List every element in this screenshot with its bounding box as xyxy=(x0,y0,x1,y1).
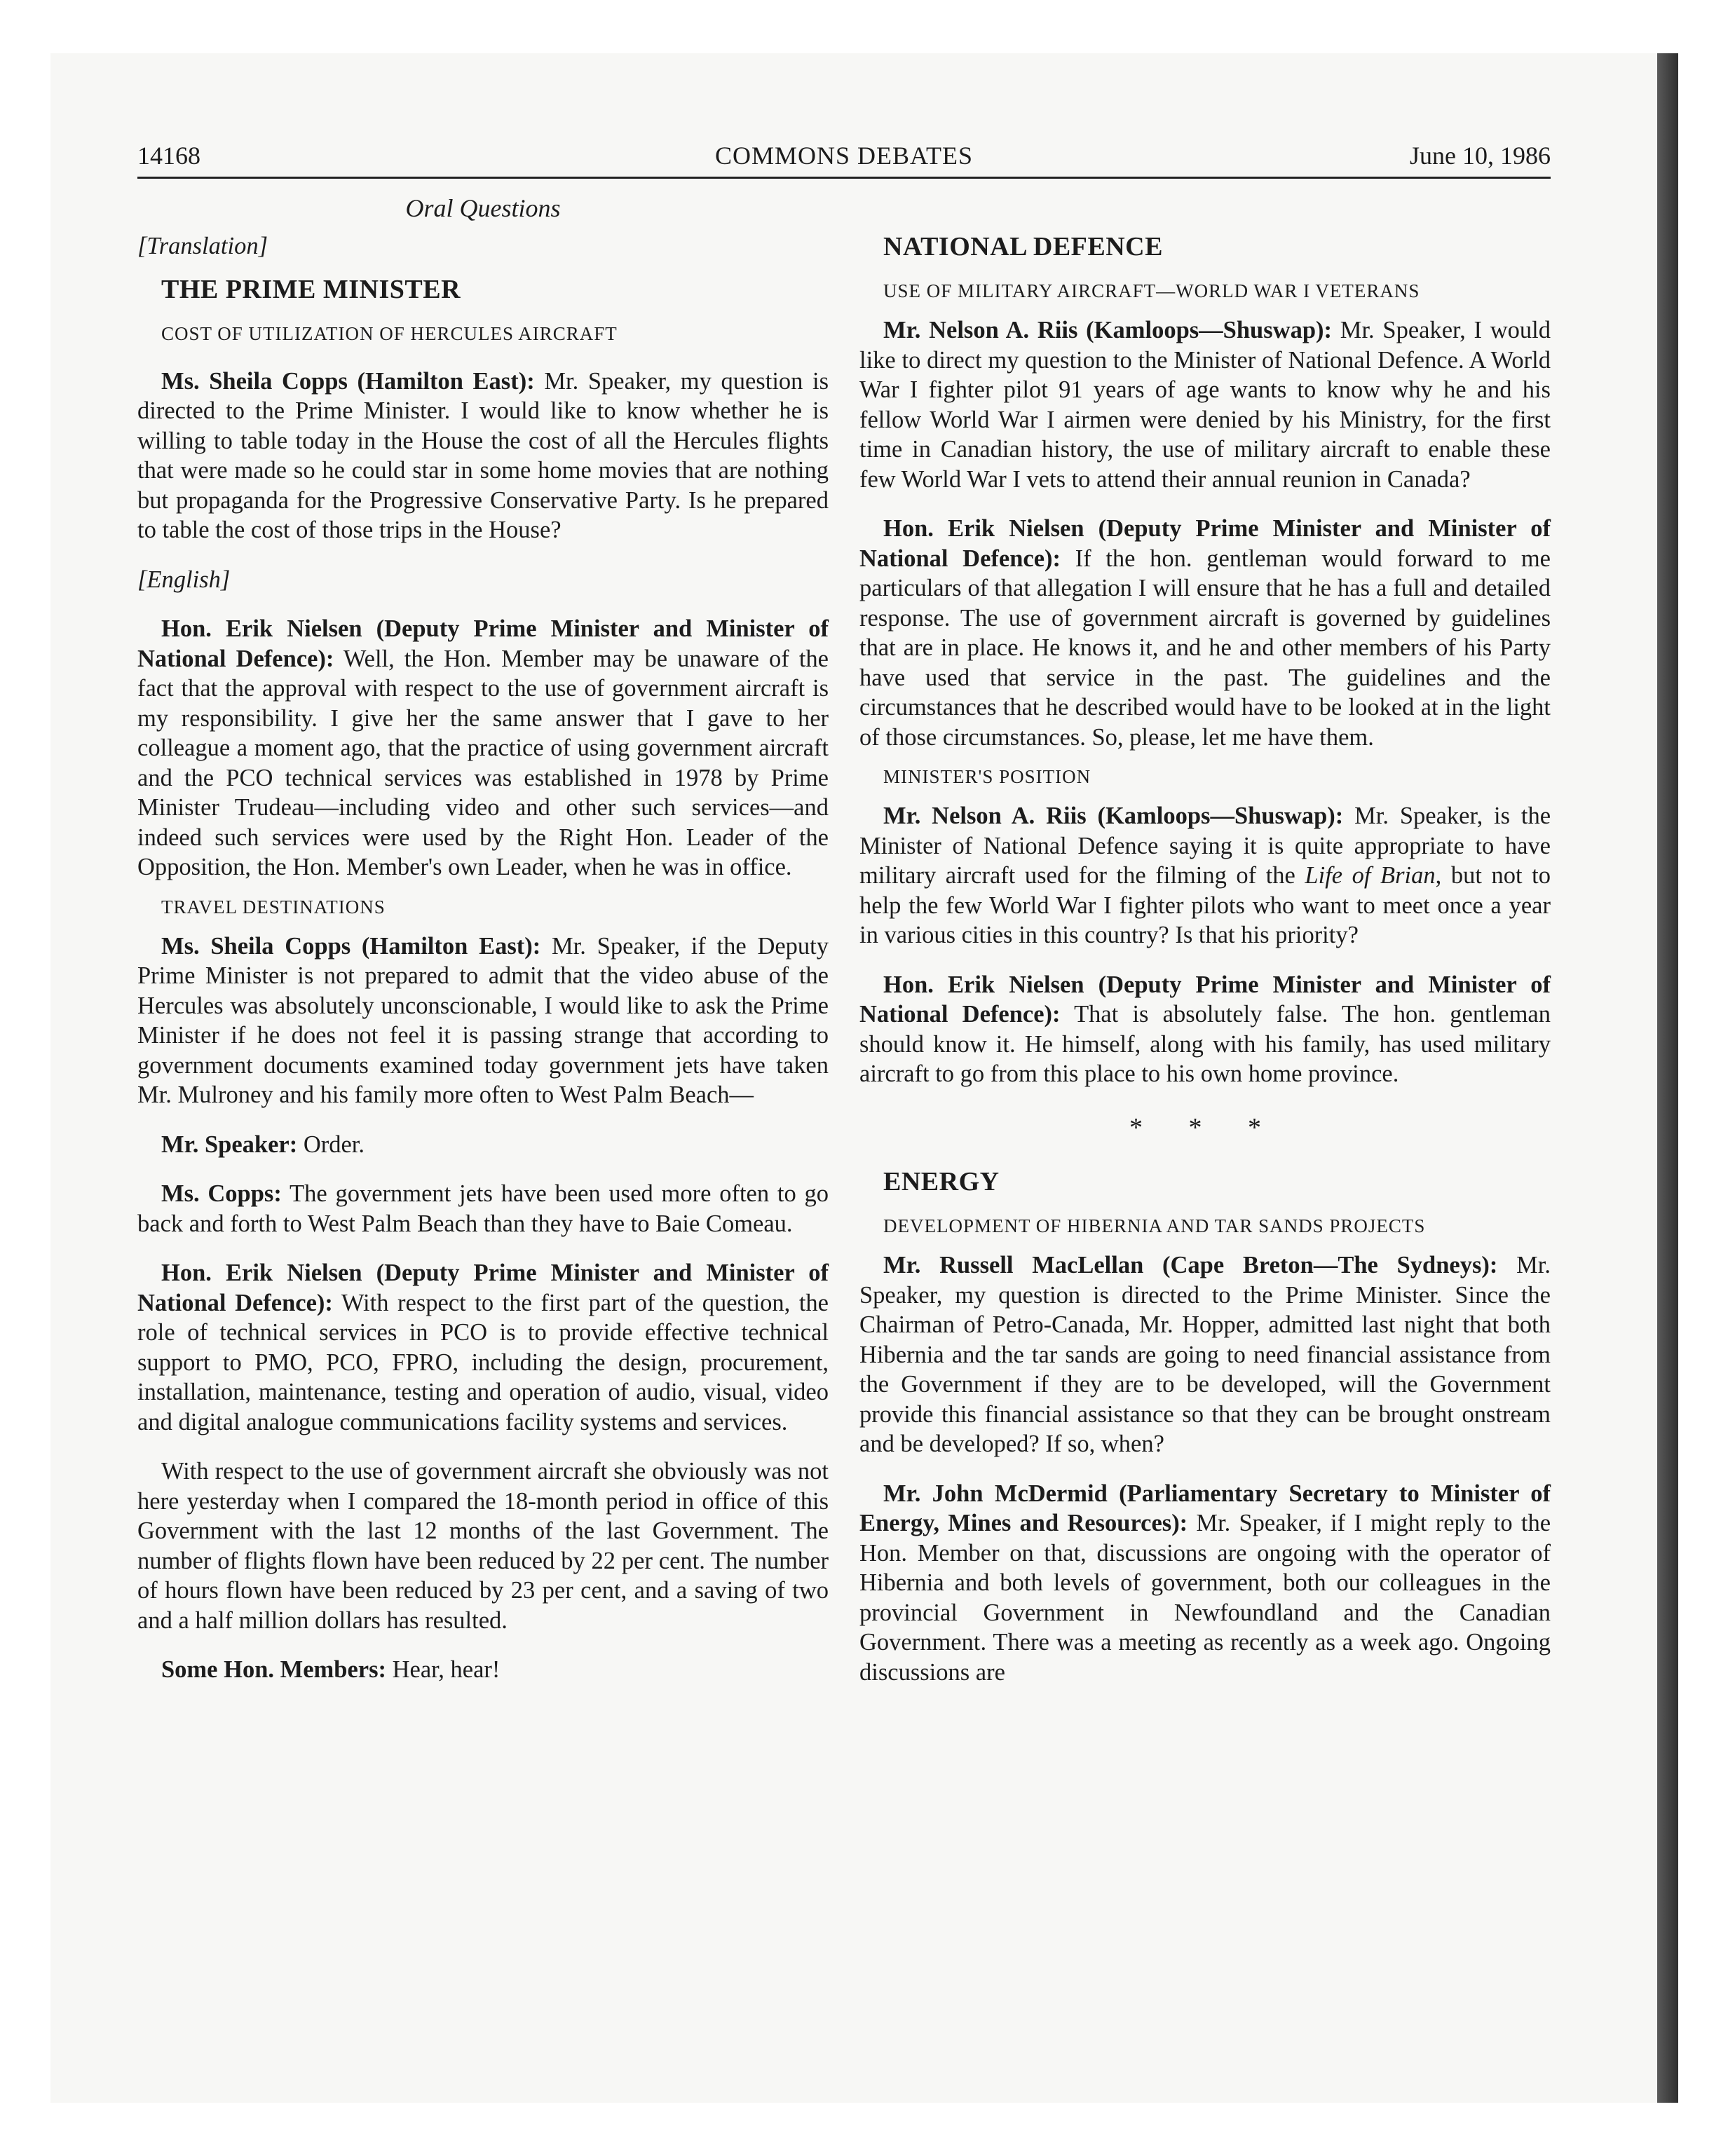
section-heading-prime-minister: THE PRIME MINISTER xyxy=(161,274,461,304)
speech-text: Mr. Speaker, my question is directed to the Prime Minister. Since the Chairman of Petro-Canada, Mr. Hopper, admitted last night that both Hibernia and the tar sands are going to need financial assistance from the Government if they are to be developed, will the Government provide this financial assistance so that they can be brought onstream and be developed? If so, when? xyxy=(859,1252,1551,1457)
speech-text: Hear, hear! xyxy=(392,1656,501,1683)
running-head: Oral Questions xyxy=(405,194,561,222)
speech-text: Mr. Speaker, my question is directed to the Prime Minister. I would like to know whether he is willing to table today in the House the cost of all the Hercules flights that were made so he could star in some home movies that are nothing but propaganda for the Progressive Conservative Party. Is he prepared to table the cost of those trips in the House? xyxy=(137,367,829,543)
subheading-travel-destinations: TRAVEL DESTINATIONS xyxy=(161,896,386,917)
speech-paragraph xyxy=(859,801,1551,950)
speech-text: Mr. Speaker, if the Deputy Prime Minister is not prepared to admit that the video abuse of the Hercules was absolutely unconscionable, I would like to ask the Prime Minister if he does not feel it is passing strange that according to government documents examined today government jets have taken Mr. Mulroney and his family more often to West Palm Beach— xyxy=(137,932,829,1108)
speech-text: Mr. Speaker, I would like to direct my question to the Minister of National Defence. A World War I fighter pilot 91 years of age wants to know why he and his fellow World War I airmen were denied by his Ministry, for the first time in Canadian history, the use of military aircraft to enable these few World War I vets to attend their annual reunion in Canada? xyxy=(859,317,1551,493)
publication-title: COMMONS DEBATES xyxy=(714,142,974,170)
page-header xyxy=(137,140,1551,179)
page-number: 14168 xyxy=(137,142,200,170)
speech-paragraph xyxy=(137,1655,829,1685)
speech-paragraph xyxy=(137,1179,829,1239)
speaker-name: Hon. Erik Nielsen (Deputy Prime Minister and Minister of National Defence): xyxy=(137,1260,829,1316)
speaker-name: Ms. Sheila Copps (Hamilton East): xyxy=(161,367,535,395)
speech-paragraph xyxy=(859,514,1551,752)
subheading-ministers-position: MINISTER'S POSITION xyxy=(883,766,1091,787)
section-heading-national-defence: NATIONAL DEFENCE xyxy=(883,232,1163,261)
speaker-name: Mr. Nelson A. Riis (Kamloops—Shuswap): xyxy=(883,803,1344,829)
english-note: [English] xyxy=(137,566,231,593)
left-column xyxy=(137,231,829,1685)
subheading-hercules-cost: COST OF UTILIZATION OF HERCULES AIRCRAFT xyxy=(161,322,618,344)
scan-edge-bar xyxy=(1657,53,1678,2103)
section-heading-energy: ENERGY xyxy=(883,1167,1000,1196)
film-title: Life of Brian xyxy=(1305,862,1436,889)
speaker-name: Mr. Speaker: xyxy=(161,1131,298,1158)
speech-text: Mr. Speaker, is the Minister of National Defence saying it is quite appropriate to have military aircraft used for the filming of the xyxy=(859,803,1551,889)
speech-paragraph xyxy=(137,614,829,882)
speech-text: Well, the Hon. Member may be unaware of the fact that the approval with respect to the use of government aircraft is my responsibility. I give her the same answer that I gave to her colleague a moment ago, that the practice of using government aircraft and the PCO technical services was established in 1978 by Prime Minister Trudeau—including video and other such services—and indeed such services were used by the Right Hon. Leader of the Opposition, the Hon. Member's own Leader, when he was in office. xyxy=(137,645,829,880)
speech-text: Order. xyxy=(303,1131,365,1158)
speech-text: With respect to the first part of the question, the role of technical services in PCO is to provide effective technical support to PMO, PCO, FPRO, including the design, procurement, installation, maintenance, testing and operation of audio, visual, video and digital analogue communications facility systems and services. xyxy=(137,1289,829,1435)
speech-paragraph xyxy=(137,1258,829,1437)
section-separator: * * * xyxy=(1129,1112,1281,1142)
speech-text: , but not to help the few World War I fighter pilots who want to meet once a year in various cities in this country? Is that his priority? xyxy=(859,862,1551,948)
right-column xyxy=(859,231,1551,1687)
speaker-name: Mr. John McDermid (Parliamentary Secretary to Minister of Energy, Mines and Resources): xyxy=(859,1480,1551,1536)
speech-paragraph xyxy=(859,970,1551,1089)
speech-text: The government jets have been used more often to go back and forth to West Palm Beach than they have to Baie Comeau. xyxy=(137,1180,829,1237)
speech-paragraph xyxy=(137,932,829,1110)
subheading-hibernia: DEVELOPMENT OF HIBERNIA AND TAR SANDS PROJECTS xyxy=(883,1215,1426,1236)
speaker-name: Ms. Sheila Copps (Hamilton East): xyxy=(161,932,541,960)
speaker-name: Ms. Copps: xyxy=(161,1180,282,1207)
speech-paragraph xyxy=(859,315,1551,494)
speaker-name: Hon. Erik Nielsen (Deputy Prime Minister and Minister of National Defence): xyxy=(859,515,1551,572)
translation-note: [Translation] xyxy=(137,233,268,259)
speaker-name: Mr. Nelson A. Riis (Kamloops—Shuswap): xyxy=(883,317,1332,343)
speaker-name: Some Hon. Members: xyxy=(161,1656,386,1683)
speech-paragraph xyxy=(137,1456,829,1635)
speech-paragraph xyxy=(137,1130,829,1160)
speaker-name: Hon. Erik Nielsen (Deputy Prime Minister and Minister of National Defence): xyxy=(859,971,1551,1028)
speech-text: With respect to the use of government aircraft she obviously was not here yesterday when I compared the 18-month period in office of this Government with the last 12 months of the last Government. The number of flights flown have been reduced by 22 per cent. The number of hours flown have been reduced by 23 per cent, and a saving of two and a half million dollars has resulted. xyxy=(137,1458,829,1634)
speaker-name: Hon. Erik Nielsen (Deputy Prime Minister and Minister of National Defence): xyxy=(137,615,829,672)
speech-text: If the hon. gentleman would forward to me particulars of that allegation I will ensure that he has a full and detailed response. The use of government aircraft is governed by guidelines that are in place. He knows it, and he and other members of his Party have used that service in the past. The guidelines and the circumstances that he described would have to be looked at in the light of those circumstances. So, please, let me have them. xyxy=(859,545,1551,751)
speech-text: Mr. Speaker, if I might reply to the Hon. Member on that, discussions are ongoing with the operator of Hibernia and both levels of government, both our colleagues in the provincial Government in Newfoundland and the Canadian Government. There was a meeting as recently as a week ago. Ongoing discussions are xyxy=(859,1510,1551,1686)
speech-paragraph xyxy=(859,1250,1551,1459)
speech-text: That is absolutely false. The hon. gentleman should know it. He himself, along with his family, has used military aircraft to go from this place to his own home province. xyxy=(859,1001,1551,1087)
subheading-military-aircraft: USE OF MILITARY AIRCRAFT—WORLD WAR I VETERANS xyxy=(883,280,1420,301)
speech-paragraph xyxy=(137,367,829,545)
speech-paragraph xyxy=(859,1479,1551,1688)
speaker-name: Mr. Russell MacLellan (Cape Breton—The Sydneys): xyxy=(883,1252,1498,1278)
page-date: June 10, 1986 xyxy=(1410,142,1551,170)
